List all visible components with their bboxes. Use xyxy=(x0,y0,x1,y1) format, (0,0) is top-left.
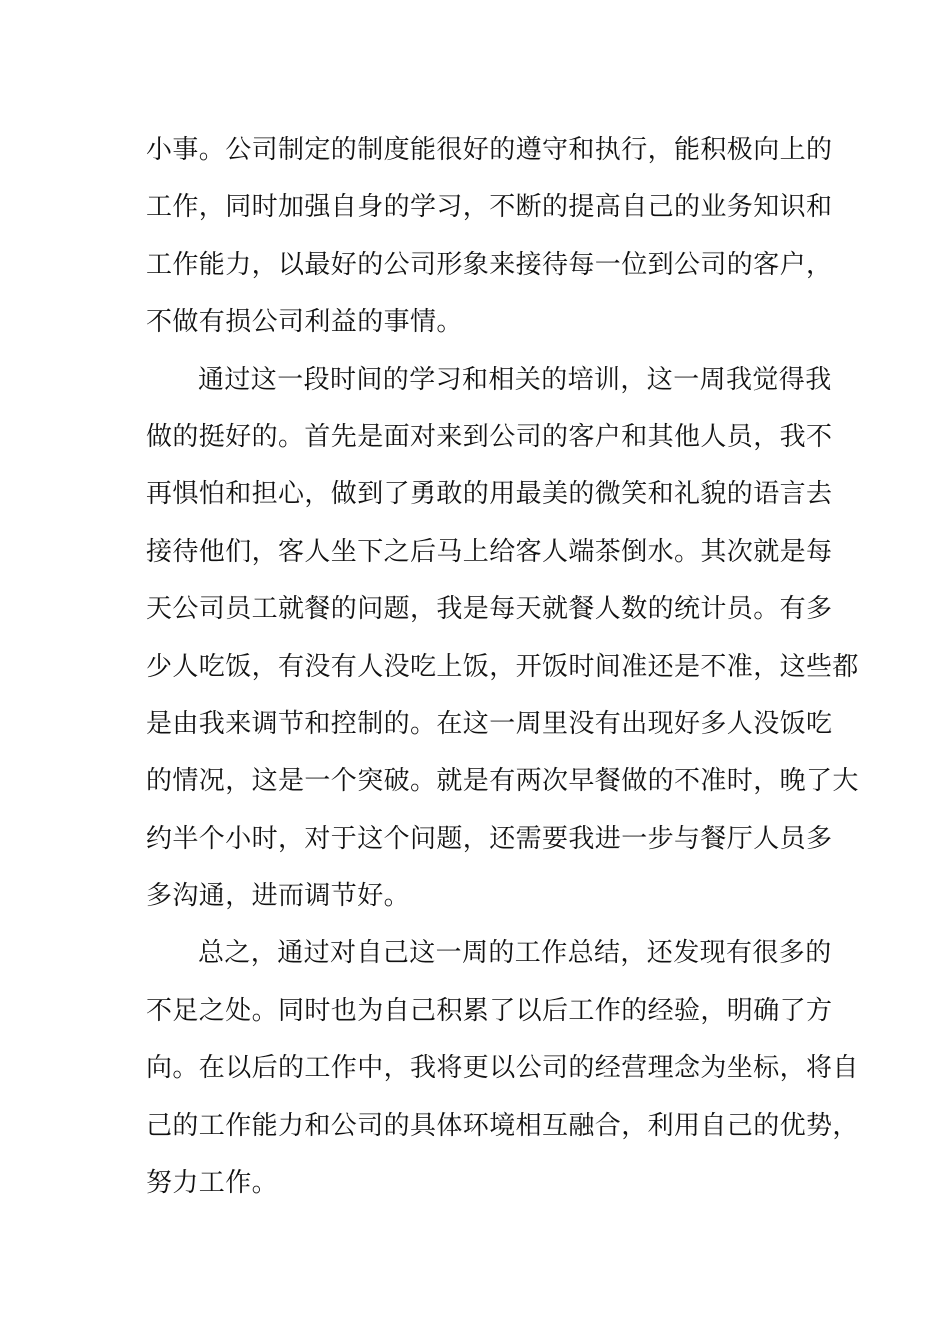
paragraph-3 xyxy=(146,925,859,1212)
text-line: 己的工作能力和公司的具体环境相互融合，利用自己的优势， xyxy=(146,1110,859,1141)
text-line: 总之，通过对自己这一周的工作总结，还发现有很多的 xyxy=(198,938,832,969)
text-line: 不做有损公司利益的事情。 xyxy=(146,307,463,338)
text-line: 约半个小时，对于这个问题，还需要我进一步与餐厅人员多 xyxy=(146,823,833,854)
text-line: 不足之处。同时也为自己积累了以后工作的经验，明确了方 xyxy=(146,995,833,1026)
text-line: 努力工作。 xyxy=(146,1168,279,1199)
text-line: 是由我来调节和控制的。在这一周里没有出现好多人没饭吃 xyxy=(146,708,833,739)
document-body xyxy=(146,122,859,1212)
paragraph-1 xyxy=(146,122,833,352)
text-line: 接待他们，客人坐下之后马上给客人端茶倒水。其次就是每 xyxy=(146,536,833,567)
text-line: 工作能力，以最好的公司形象来接待每一位到公司的客户， xyxy=(146,249,833,280)
text-line: 小事。公司制定的制度能很好的遵守和执行，能积极向上的 xyxy=(146,135,833,165)
text-line: 的情况，这是一个突破。就是有两次早餐做的不准时，晚了大 xyxy=(146,766,859,797)
text-line: 工作，同时加强自身的学习，不断的提高自己的业务知识和 xyxy=(146,192,833,223)
text-line: 少人吃饭，有没有人没吃上饭，开饭时间准还是不准，这些都 xyxy=(146,651,859,682)
text-line: 向。在以后的工作中，我将更以公司的经营理念为坐标，将自 xyxy=(146,1053,859,1084)
text-line: 做的挺好的。首先是面对来到公司的客户和其他人员，我不 xyxy=(146,421,833,452)
text-line: 再惧怕和担心，做到了勇敢的用最美的微笑和礼貌的语言去 xyxy=(146,479,833,510)
text-line: 多沟通，进而调节好。 xyxy=(146,881,411,912)
paragraph-2 xyxy=(146,352,859,926)
text-line: 天公司员工就餐的问题，我是每天就餐人数的统计员。有多 xyxy=(146,594,833,625)
text-line: 通过这一段时间的学习和相关的培训，这一周我觉得我 xyxy=(198,364,832,395)
